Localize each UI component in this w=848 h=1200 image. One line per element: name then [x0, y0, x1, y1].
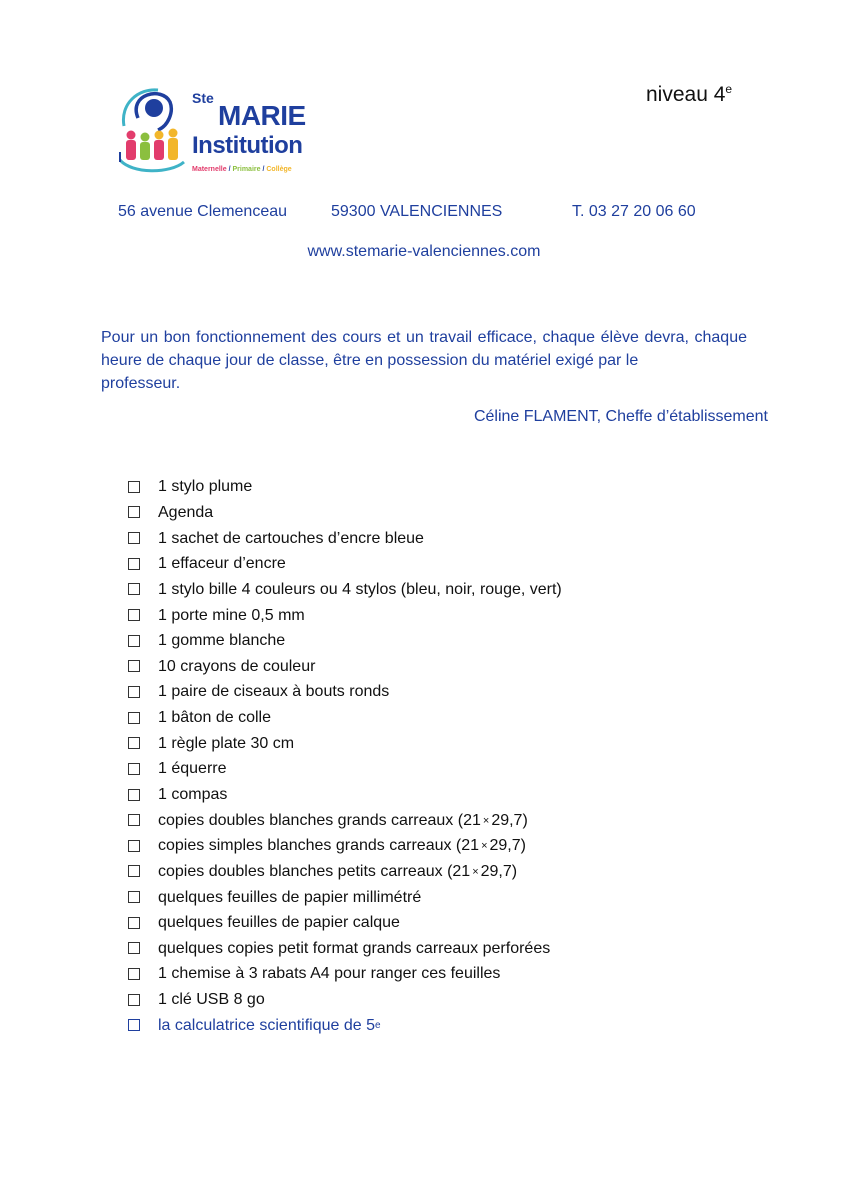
list-item: 1 effaceur d’encre [128, 551, 562, 577]
checkbox-icon[interactable] [128, 660, 140, 672]
checkbox-icon[interactable] [128, 789, 140, 801]
checkbox-icon[interactable] [128, 532, 140, 544]
school-city: 59300 VALENCIENNES [331, 203, 503, 220]
list-item: 1 clé USB 8 go [128, 987, 562, 1013]
checkbox-icon[interactable] [128, 481, 140, 493]
checkbox-icon[interactable] [128, 609, 140, 621]
list-item: 1 règle plate 30 cm [128, 730, 562, 756]
school-logo [118, 86, 318, 178]
grade-level: niveau 4e [646, 82, 733, 106]
checkbox-icon[interactable] [128, 712, 140, 724]
list-item: 1 stylo plume [128, 474, 562, 500]
checkbox-icon[interactable] [128, 917, 140, 929]
list-item: 1 porte mine 0,5 mm [128, 602, 562, 628]
list-item: copies doubles blanches petits carreaux (21 × 29,7) [128, 859, 562, 885]
signature: Céline FLAMENT, Cheffe d’établissement [473, 408, 768, 425]
checkbox-icon[interactable] [128, 891, 140, 903]
list-item: 1 compas [128, 782, 562, 808]
list-item: quelques feuilles de papier calque [128, 910, 562, 936]
list-item: 1 paire de ciseaux à bouts ronds [128, 679, 562, 705]
checkbox-icon[interactable] [128, 840, 140, 852]
list-item: 1 stylo bille 4 couleurs ou 4 stylos (bleu, noir, rouge, vert) [128, 577, 562, 603]
checkbox-icon[interactable] [128, 865, 140, 877]
list-item: quelques copies petit format grands carreaux perforées [128, 936, 562, 962]
school-phone: T. 03 27 20 06 60 [572, 203, 696, 220]
checkbox-icon[interactable] [128, 635, 140, 647]
list-item: copies doubles blanches grands carreaux (21 × 29,7) [128, 807, 562, 833]
checkbox-icon[interactable] [128, 763, 140, 775]
list-item: 1 équerre [128, 756, 562, 782]
checkbox-icon[interactable] [128, 558, 140, 570]
checkbox-icon[interactable] [128, 942, 140, 954]
logo-brand-small: Ste [192, 90, 214, 106]
logo-brand-main: MARIE [218, 100, 306, 131]
logo-tagline: Maternelle / Primaire / Collège [192, 166, 292, 173]
list-item: Agenda [128, 500, 562, 526]
logo-brand-sub: Institution [192, 132, 303, 159]
checkbox-icon[interactable] [128, 814, 140, 826]
list-item: quelques feuilles de papier millimétré [128, 884, 562, 910]
list-item: 1 sachet de cartouches d’encre bleue [128, 525, 562, 551]
supplies-list [128, 474, 562, 1038]
checkbox-icon[interactable] [128, 968, 140, 980]
intro-paragraph: Pour un bon fonctionnement des cours et un travail efficace, chaque élève devra, chaque heure de chaque jour de classe, être en possession du matériel exigé par le professeur. [101, 329, 747, 392]
school-address: 56 avenue Clemenceau [118, 203, 288, 220]
list-item: 1 gomme blanche [128, 628, 562, 654]
school-website[interactable]: www.stemarie-valenciennes.com [307, 243, 541, 260]
checkbox-icon[interactable] [128, 506, 140, 518]
checkbox-icon[interactable] [128, 994, 140, 1006]
list-item-calculator: la calculatrice scientifique de 5 e [128, 1012, 562, 1038]
checkbox-icon[interactable] [128, 686, 140, 698]
checkbox-icon[interactable] [128, 583, 140, 595]
checkbox-icon[interactable] [128, 737, 140, 749]
list-item: 1 chemise à 3 rabats A4 pour ranger ces feuilles [128, 961, 562, 987]
list-item: 10 crayons de couleur [128, 653, 562, 679]
list-item: 1 bâton de colle [128, 705, 562, 731]
checkbox-icon[interactable] [128, 1019, 140, 1031]
list-item: copies simples blanches grands carreaux (21 × 29,7) [128, 833, 562, 859]
